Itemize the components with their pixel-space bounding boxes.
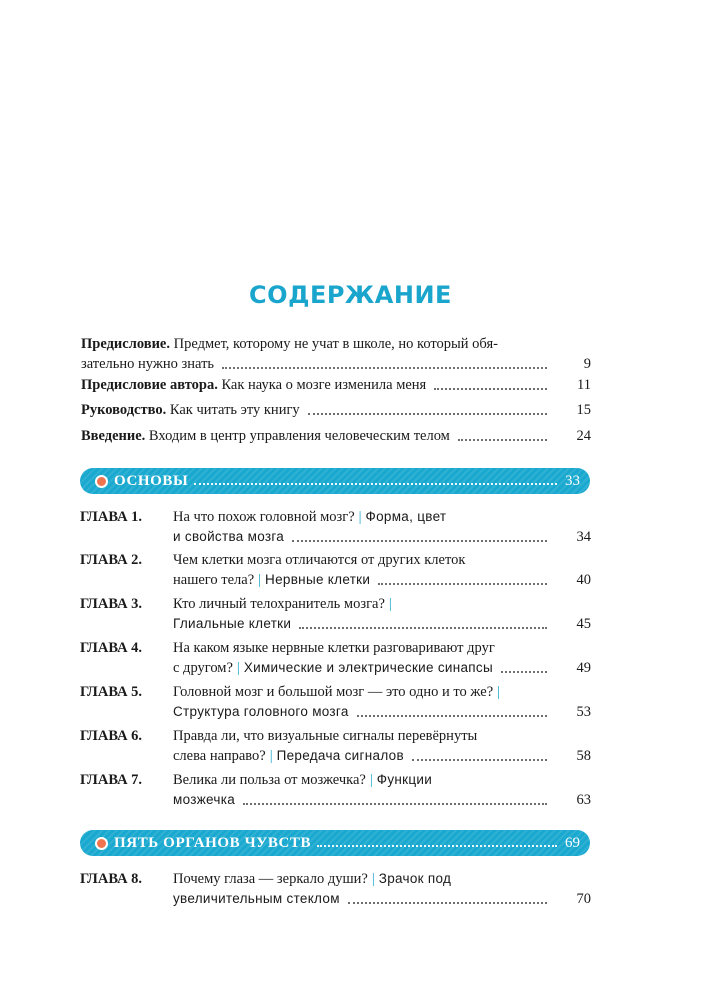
page-number: 34 [576, 529, 591, 545]
chapter-question: На что похож головной мозг? [173, 509, 355, 525]
toc-entry-text [81, 400, 300, 420]
chapter-question: На каком языке нервные клетки разговаривают друг [173, 640, 495, 656]
chapter-line-1 [173, 638, 591, 658]
leader-dots [348, 902, 547, 904]
leader-dots [357, 715, 547, 717]
chapter-label: ГЛАВА 5. [80, 684, 143, 700]
toc-entry-line [81, 375, 591, 395]
toc-entry-guide[interactable] [81, 400, 591, 420]
chapter-line-2 [173, 614, 591, 634]
toc-entry-heading: Руководство. [81, 402, 167, 418]
chapter-subtitle: Нервные клетки [265, 572, 371, 587]
separator-bar: | [371, 871, 375, 887]
chapter-line-1 [173, 594, 591, 614]
chapter-line-1 [173, 550, 591, 570]
toc-entry-text [81, 375, 426, 395]
chapter-subtitle: Функции [376, 772, 433, 787]
separator-bar: | [236, 660, 240, 676]
toc-entry-title: Предмет, которому не учат в школе, но который обя- [173, 336, 498, 352]
page-number: 15 [576, 402, 591, 418]
section-label: ОСНОВЫ [114, 472, 189, 489]
bullet-icon [95, 475, 108, 488]
toc-entry-title: Как наука о мозге изменила меня [221, 377, 427, 393]
chapter-question: Велика ли польза от мозжечка? [173, 772, 366, 788]
separator-bar: | [497, 684, 501, 700]
leader-dots [292, 540, 547, 542]
chapter-question-cont: с другом? [173, 660, 233, 676]
toc-entry-text [81, 426, 450, 446]
section-bar-five-senses[interactable] [80, 830, 590, 856]
chapter-line-2 [173, 790, 591, 810]
chapter-body [173, 869, 591, 909]
toc-entry-text [81, 334, 591, 354]
chapter-label: ГЛАВА 3. [80, 596, 143, 612]
leader-dots [378, 583, 547, 585]
chapter-line-1 [173, 682, 591, 702]
chapter-question: Правда ли, что визуальные сигналы перевёрнуты [173, 728, 478, 744]
chapter-line-2 [173, 527, 591, 547]
page-number: 58 [576, 748, 591, 764]
toc-entry-title: Входим в центр управления человеческим телом [148, 428, 450, 444]
toc-entry-title: Как читать эту книгу [169, 402, 300, 418]
chapter-label: ГЛАВА 8. [80, 871, 143, 887]
leader-dots [222, 367, 547, 369]
chapter-body [173, 770, 591, 810]
page-number: 24 [576, 428, 591, 444]
chapter-question-cont: слева направо? [173, 748, 266, 764]
page-number: 9 [583, 356, 591, 372]
chapter-question: Головной мозг и большой мозг — это одно и то же? [173, 684, 494, 700]
chapter-subtitle: Химические и электрические синапсы [243, 660, 493, 675]
page-number: 70 [576, 891, 591, 907]
separator-bar: | [358, 509, 362, 525]
chapter-line-1 [173, 507, 591, 527]
page-number: 53 [576, 704, 591, 720]
chapter-subtitle-cont: мозжечка [173, 792, 236, 807]
separator-bar: | [258, 572, 262, 588]
chapter-body [173, 507, 591, 547]
toc-entry-line [81, 354, 591, 374]
chapter-line-2 [173, 702, 591, 722]
toc-entry-line [81, 426, 591, 446]
leader-dots [412, 759, 547, 761]
chapter-body [173, 594, 591, 634]
chapter-question: Чем клетки мозга отличаются от других клеток [173, 552, 466, 568]
leader-dots [434, 388, 547, 390]
chapter-question: Почему глаза — зеркало души? [173, 871, 368, 887]
section-page-number: 33 [565, 472, 580, 489]
chapter-subtitle: Форма, цвет [365, 509, 447, 524]
chapter-subtitle: Глиальные клетки [173, 616, 292, 631]
toc-entry-heading: Предисловие автора. [81, 377, 218, 393]
toc-entry-line [81, 400, 591, 420]
chapter-line-1 [173, 726, 591, 746]
leader-dots [501, 671, 547, 673]
page-number: 40 [576, 572, 591, 588]
chapter-body [173, 682, 591, 722]
chapter-body [173, 726, 591, 766]
chapter-question: Кто личный телохранитель мозга? [173, 596, 385, 612]
toc-entry-author-preface[interactable] [81, 375, 591, 395]
chapter-subtitle: Структура головного мозга [173, 704, 349, 719]
toc-entry-heading: Введение. [81, 428, 146, 444]
chapter-subtitle-cont: увеличительным стеклом [173, 891, 340, 906]
separator-bar: | [388, 596, 392, 612]
leader-dots [458, 439, 547, 441]
toc-entry-introduction[interactable] [81, 426, 591, 446]
bullet-icon [95, 837, 108, 850]
leader-dots [308, 413, 547, 415]
toc-entry-title-cont: зательно нужно знать [81, 356, 215, 372]
leader-dots [243, 803, 547, 805]
chapter-body [173, 638, 591, 678]
chapter-subtitle-cont: и свойства мозга [173, 529, 285, 544]
leader-dots [194, 483, 557, 485]
chapter-question-cont: нашего тела? [173, 572, 255, 588]
page-number: 63 [576, 792, 591, 808]
section-label: ПЯТЬ ОРГАНОВ ЧУВСТВ [114, 834, 312, 851]
page-number: 11 [577, 377, 591, 393]
chapter-body [173, 550, 591, 590]
page-number: 49 [576, 660, 591, 676]
toc-entry-heading: Предисловие. [81, 336, 170, 352]
separator-bar: | [369, 772, 373, 788]
leader-dots [317, 845, 557, 847]
section-bar-basics[interactable] [80, 468, 590, 494]
separator-bar: | [269, 748, 273, 764]
chapter-line-2 [173, 746, 591, 766]
page-number: 45 [576, 616, 591, 632]
chapter-label: ГЛАВА 1. [80, 509, 143, 525]
chapter-line-2 [173, 889, 591, 909]
toc-entry-preface[interactable] [81, 334, 591, 374]
chapter-subtitle: Передача сигналов [276, 748, 404, 763]
chapter-label: ГЛАВА 6. [80, 728, 143, 744]
chapter-label: ГЛАВА 7. [80, 772, 143, 788]
chapter-line-1 [173, 869, 591, 889]
chapter-line-1 [173, 770, 591, 790]
chapter-label: ГЛАВА 4. [80, 640, 143, 656]
chapter-label: ГЛАВА 2. [80, 552, 143, 568]
section-page-number: 69 [565, 834, 580, 851]
chapter-line-2 [173, 658, 591, 678]
leader-dots [299, 627, 547, 629]
chapter-line-2 [173, 570, 591, 590]
chapter-subtitle: Зрачок под [378, 871, 452, 886]
page-title: СОДЕРЖАНИЕ [249, 281, 452, 309]
